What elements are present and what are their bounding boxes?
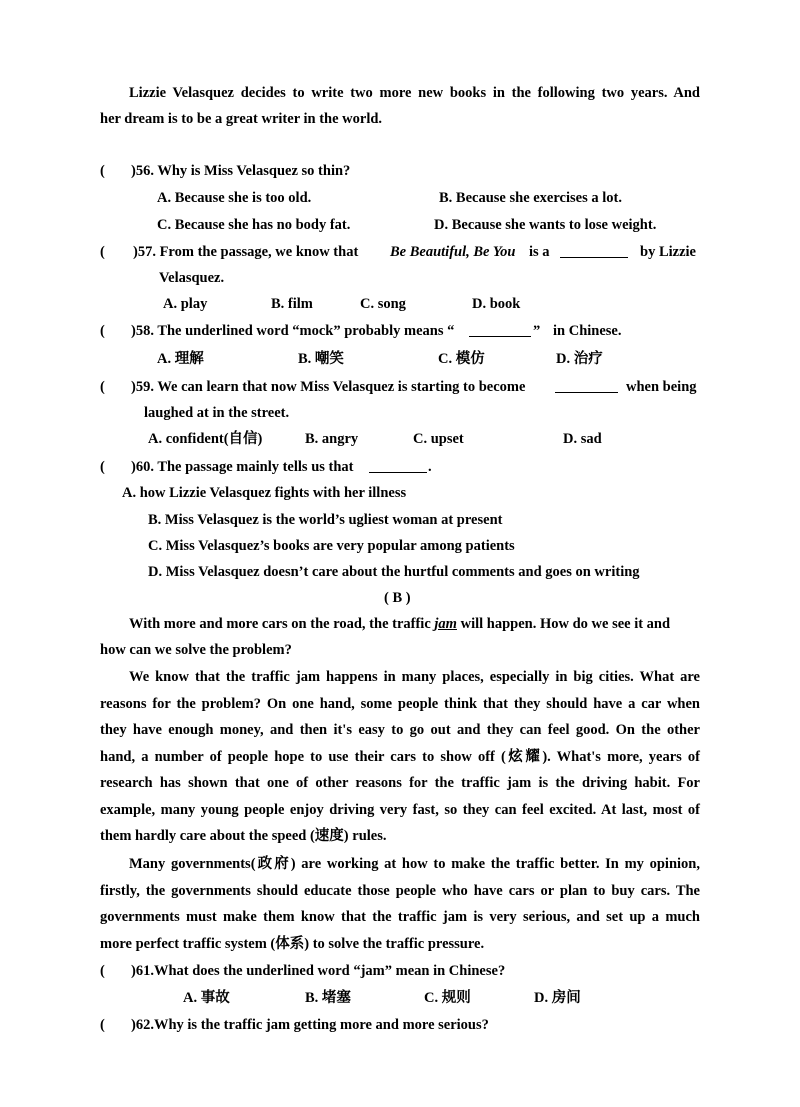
answer-paren[interactable]: ( [100,323,105,339]
question-57-stem-b: is a [529,244,550,260]
answer-blank [369,458,427,476]
option-58-b[interactable]: B. 嘲笑 [298,351,344,367]
passage-b-text: With more and more cars on the road, the traffic [129,616,431,632]
passage-b-line: governments must make them know that the traffic jam is very serious, and set up a much [100,909,700,925]
question-58-stem-a: )58. The underlined word “mock” probably means “ [131,323,455,339]
underlined-word-jam: jam [434,616,457,632]
passage-b-line: more perfect traffic system (体系) to solve the traffic pressure. [100,936,485,952]
passage-b-line: them hardly care about the speed (速度) rules. [100,828,387,844]
passage-b-line: example, many young people enjoy driving very fast, so they can feel excited. At last, most of [100,802,700,818]
passage-b-line: firstly, the governments should educate those people who have cars or plan to buy cars. The [100,883,700,899]
option-61-c[interactable]: C. 规则 [424,990,471,1006]
question-60-stem-a: )60. The passage mainly tells us that [131,459,354,475]
option-60-a[interactable]: A. how Lizzie Velasquez fights with her illness [122,485,407,501]
passage-b-line: hand, a number of people hope to use their cars to show off (炫耀). What's more, years of [100,749,700,765]
passage-b-line: Many governments(政府) are working at how to make the traffic better. In my opinion, [129,856,700,872]
question-57-book-title: Be Beautiful, Be You [390,244,516,260]
section-heading: ( B ) [384,590,411,606]
question-61-stem: )61.What does the underlined word “jam” mean in Chinese? [131,963,506,979]
question-57-stem-c: by Lizzie [640,244,696,260]
option-60-c[interactable]: C. Miss Velasquez’s books are very popular among patients [148,538,515,554]
answer-paren[interactable]: ( [100,379,105,395]
passage-b-line: they have enough money, and then it's easy to go out and they can feel good. On the other [100,722,700,738]
answer-paren[interactable]: ( [100,1017,105,1033]
question-59-stem-line2: laughed at in the street. [144,405,290,421]
option-61-d[interactable]: D. 房间 [534,990,581,1006]
option-61-a[interactable]: A. 事故 [183,990,230,1006]
passage-a-line: Lizzie Velasquez decides to write two more new books in the following two years. And [129,85,700,101]
question-57-stem-line2: Velasquez. [159,270,225,286]
option-57-d[interactable]: D. book [472,296,521,312]
passage-b-line: how can we solve the problem? [100,642,292,658]
option-59-d[interactable]: D. sad [563,431,602,447]
answer-paren[interactable]: ( [100,244,105,260]
passage-b-line: research has shown that one of other reasons for the traffic jam is the driving habit. For [100,775,700,791]
option-56-b[interactable]: B. Because she exercises a lot. [439,190,622,206]
option-57-c[interactable]: C. song [360,296,406,312]
option-58-c[interactable]: C. 模仿 [438,351,485,367]
question-59-stem-b: when being [626,379,697,395]
question-60-stem-b: . [428,459,432,475]
option-56-c[interactable]: C. Because she has no body fat. [157,217,351,233]
option-58-d[interactable]: D. 治疗 [556,351,603,367]
answer-blank [469,322,531,340]
option-56-d[interactable]: D. Because she wants to lose weight. [434,217,657,233]
option-60-d[interactable]: D. Miss Velasquez doesn’t care about the hurtful comments and goes on writing [148,564,640,580]
passage-b-line: We know that the traffic jam happens in many places, especially in big cities. What are [129,669,700,685]
answer-blank [555,378,618,396]
option-59-a[interactable]: A. confident(自信) [148,431,263,447]
answer-paren[interactable]: ( [100,459,105,475]
option-59-c[interactable]: C. upset [413,431,464,447]
question-62-stem: )62.Why is the traffic jam getting more and more serious? [131,1017,489,1033]
answer-paren[interactable]: ( [100,963,105,979]
option-60-b[interactable]: B. Miss Velasquez is the world’s ugliest woman at present [148,512,503,528]
option-58-a[interactable]: A. 理解 [157,351,204,367]
answer-blank [560,243,628,261]
option-59-b[interactable]: B. angry [305,431,359,447]
option-56-a[interactable]: A. Because she is too old. [157,190,312,206]
question-56-stem: )56. Why is Miss Velasquez so thin? [131,163,351,179]
answer-paren[interactable]: ( [100,163,105,179]
passage-b-text: will happen. How do we see it and [460,616,671,632]
passage-a-line: her dream is to be a great writer in the world. [100,111,383,127]
option-57-a[interactable]: A. play [163,296,208,312]
option-57-b[interactable]: B. film [271,296,313,312]
question-58-stem-c: in Chinese. [553,323,622,339]
question-59-stem-a: )59. We can learn that now Miss Velasquez is starting to become [131,379,526,395]
passage-b-line: reasons for the problem? On one hand, some people think that they should have a car when [100,696,700,712]
passage-b-line [129,615,670,633]
question-58-stem-b: ” [533,323,541,339]
question-57-stem-a: )57. From the passage, we know that [133,244,359,260]
option-61-b[interactable]: B. 堵塞 [305,990,351,1006]
